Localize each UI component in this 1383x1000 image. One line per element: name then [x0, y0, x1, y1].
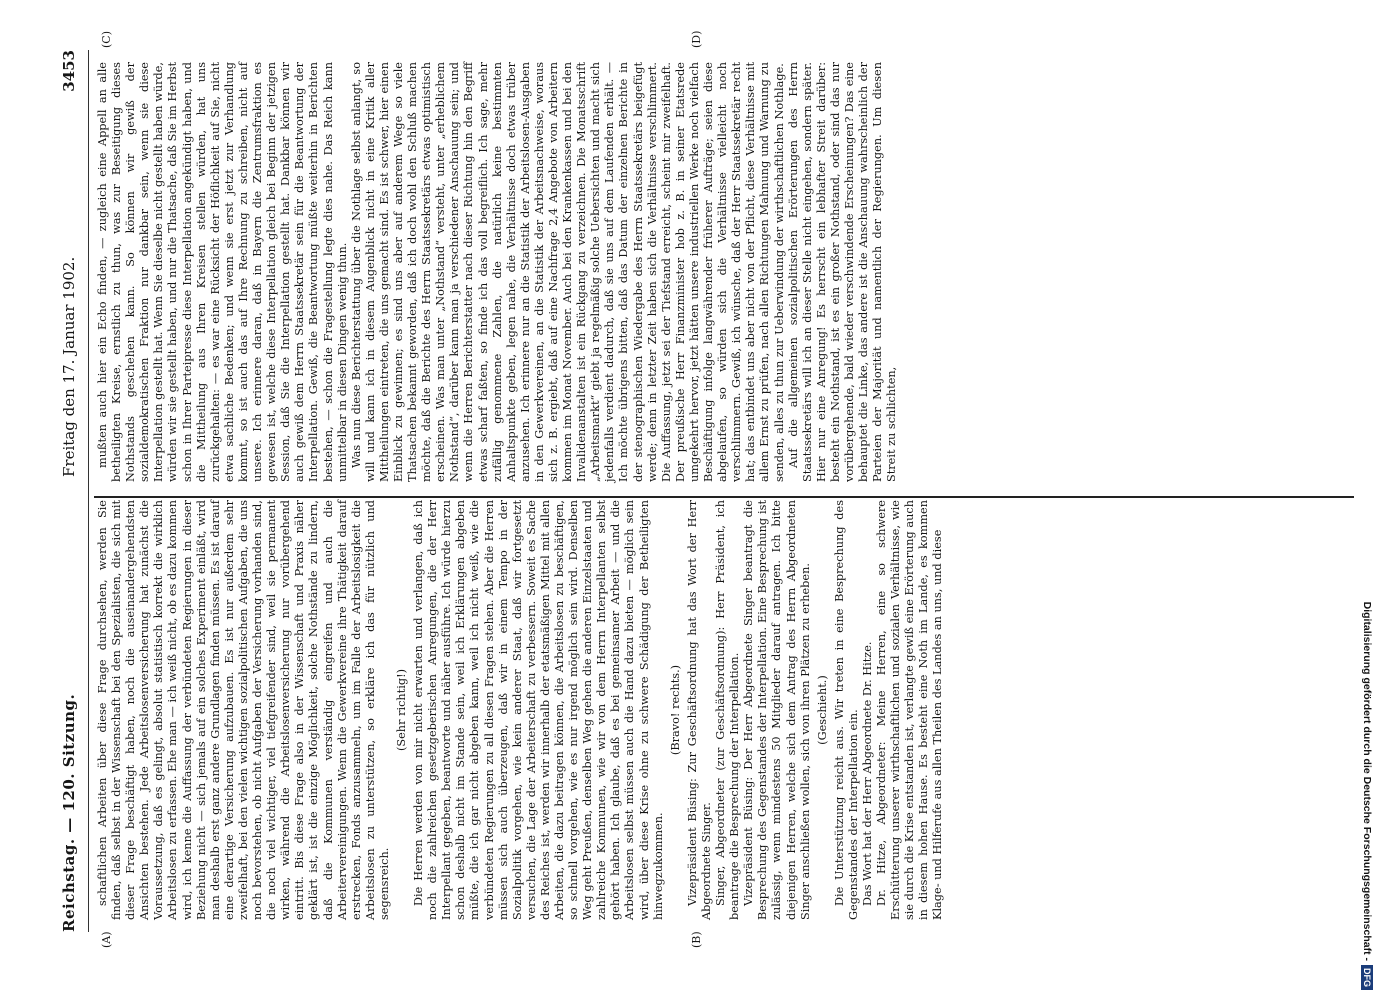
margin-mark-c: (C): [100, 31, 113, 48]
page-header: [60, 50, 84, 932]
dfg-logo: DFG: [1361, 965, 1373, 990]
paragraph: Vizepräsident Büsing: Der Herr Abgeordnete Singer beantragt die Besprechung des Gegenstandes der Interpellation. Eine Besprechung ist zulässig, wenn mindestens 50 Mitglieder darauf antragen. Ich bitte diejenigen Herren, welche sich dem Antrag des Herrn Abgeordneten Singer anschließen wollen, sich von ihren Plätzen zu erheben.: [742, 500, 812, 920]
header-date: Freitag den 17. Januar 1902.: [60, 256, 78, 477]
paragraph: Dr. Hitze, Abgeordneter: Meine Herren, eine so schwere Erschütterung unserer wirthschaftlichen und sozialen Verhältnisse, wie sie durch die Krise entstanden ist, verlangte gewiß eine Erörterung auch in diesem hohen Hause. Es besteht eine Noth im Lande, es kommen Klage- und Hilferufe aus allen Theilen des Landes an uns, und diese: [875, 500, 945, 920]
right-column: [96, 62, 899, 482]
left-column: [96, 500, 946, 920]
paragraph: Vizepräsident Büsing: Zur Geschäftsordnung hat das Wort der Herr Abgeordnete Singer.: [685, 500, 713, 920]
paragraph: Die Unterstützung reicht aus. Wir treten in eine Besprechung des Gegenstandes der Interpellation ein.: [832, 500, 860, 920]
credit-text: Digitalisierung gefördert durch die Deutsche Forschungsgemeinschaft -: [1361, 601, 1373, 961]
paragraph: Die Herren werden von mir nicht erwarten und verlangen, daß ich noch die zahlreichen gesetzgeberischen Anregungen, die der Herr Interpellant gegeben, beantworte und näher ausführe. Ich würde hierzu schon deshalb nicht im Stande sein, weil ich Erklärungen abgeben müßte, die ich gar nicht abgeben kann, weil ich nicht weiß, wie die verbündeten Regierungen zu all diesen Fragen stehen. Aber die Herren müssen sich auch überzeugen, daß wir in einem Tempo in der Sozialpolitik vorgehen, wie kein anderer Staat, daß wir fortgesetzt versuchen, die Lage der Arbeiterschaft zu verbessern. Soweit es Sache des Reiches ist, werden wir innerhalb der etatsmäßigen Mittel mit allen Arbeiten, die dazu beitragen können, die Arbeitslosen zu beschäftigen, so schnell vorgehen, wie es nur irgend möglich sein wird. Denselben Weg geht Preußen, denselben Weg gehen die anderen Einzelstaaten und zahlreiche Kommunen, wie wir von dem Herrn Interpellanten selbst gehört haben. Ich glaube, daß es bei gemeinsamer Arbeit — und die Arbeitslosen selbst müssen auch die Hand dazu bieten — möglich sein wird, über diese Krise ohne zu schwere Schädigung der Betheiligten hinwegzukommen.: [412, 500, 665, 920]
paragraph: Auf die allgemeinen sozialpolitischen Erörterungen des Herrn Staatssekretärs will ich an dieser Stelle nicht eingehen, sondern später. Hier nur eine Anregung! Es herrscht ein lebhafter Streit darüber: besteht ein Nothstand, ist es ein großer Nothstand, oder sind das nur vorübergehende, bald wieder verschwindende Erscheinungen? Das eine behauptet die Linke, das andere ist die Anschauung wahrscheinlich der Parteien der Majorität und namentlich der Regierungen. Um diesen Streit zu schlichten,: [786, 62, 899, 482]
margin-mark-d: (D): [690, 30, 703, 48]
digitization-credit: [1356, 10, 1380, 990]
interjection: (Geschieht.): [815, 675, 829, 745]
paragraph: Singer, Abgeordneter (zur Geschäftsordnung): Herr Präsident, ich beantrage die Besprechung der Interpellation.: [714, 500, 742, 920]
column-divider: [94, 496, 1354, 498]
header-left: Reichstag. — 120. Sitzung.: [60, 693, 78, 932]
paragraph: mußten auch hier ein Echo finden, — zugleich eine Appell an alle betheiligten Kreise, ernstlich zu thun, was zur Beseitigung dieses Nothstands geschehen kann. So können wir gewiß der sozialdemokratischen Fraktion nur dankbar sein, wenn sie diese Interpellation gestellt hat. Wenn Sie dieselbe nicht gestellt haben würde, würden wir sie gestellt haben, und nur die Thatsache, daß Sie im Herbst schon in Ihrer Parteipresse diese Interpellation angekündigt haben, und die Mittheilung aus Ihren Kreisen stellen würden, hat uns zurückgehalten: — es war eine Rücksicht der Höflichkeit auf Sie, nicht etwa sachliche Bedenken; und wenn sie erst jetzt zur Verhandlung kommt, so ist auch das auf Ihre Rechnung zu schreiben, nicht auf unsere. Ich erinnere daran, daß in Bayern die Zentrumsfraktion es gewesen ist, welche diese Interpellation gleich bei Beginn der jetzigen Session, daß Sie die Interpellation gestellt hat. Dankbar können wir auch gewiß dem Herrn Staatssekretär sein für die Beantwortung der Interpellation. Gewiß, die Beantwortung müßte weiterhin in Berichten bestehen, — schon die Fragestellung legte dies nahe. Das Reich kann unmittelbar in diesen Dingen wenig thun.: [96, 62, 349, 482]
margin-mark-b: (B): [690, 931, 703, 948]
paragraph: Das Wort hat der Herr Abgeordnete Dr. Hitze.: [860, 641, 874, 906]
paragraph: schaftlichen Arbeiten über diese Frage durchsehen, werden Sie finden, daß selbst in der Wissenschaft bei den Spezialisten, die sich mit dieser Frage beschäftigt haben, noch die auseinandergehendsten Ansichten bestehen. Jede Arbeitslosenversicherung hat zunächst die Voraussetzung, daß es gelingt, absolut statistisch korrekt die wirklich Arbeitslosen zu erfassen. Ehe man — ich weiß nicht, ob es dazu kommen wird, ich kenne die Auffassung der verbündeten Regierungen in dieser Beziehung nicht — sich jemals auf ein solches Experiment einläßt, wird man deshalb erst ganz andere Grundlagen finden müssen. Es ist darauf eine derartige Versicherung aufzubauen. Es ist nur außerdem sehr zweifelhaft, bei den vielen wichtigen sozialpolitischen Aufgaben, die uns noch bevorstehen, ob nicht Aufgaben der Versicherung vorhanden sind, die noch viel wichtiger, viel tiefgreifender sind, weil sie permanent wirken, während die Arbeitslosenversicherung nur vorübergehend eintritt. Bis diese Frage also in der Wissenschaft und Praxis näher geklärt ist, ist die einzige Möglichkeit, solche Nothstände zu lindern, daß die Kommunen verständig eingreifen und auch die Arbeitervereinigungen. Wenn die Gewerkvereine ihre Thätigkeit darauf erstrecken, Fonds anzusammeln, um im Falle der Arbeitslosigkeit die Arbeitslosen zu unterstützen, so erkläre ich das für nützlich und segensreich.: [96, 500, 391, 920]
margin-mark-a: (A): [100, 931, 113, 948]
page-number: 3453: [60, 50, 78, 92]
interjection: (Sehr richtig!): [394, 668, 408, 752]
interjection: (Bravo! rechts.): [668, 664, 682, 756]
header-rule: [88, 50, 89, 932]
paragraph: Was nun diese Berichterstattung über die Nothlage selbst anlangt, so will und kann ich in diesem Augenblick nicht in eine Kritik aller Mittheilungen eintreten, die uns gemacht sind. Es ist schwer, hier einen Einblick zu gewinnen; es sind uns aber auf anderem Wege so viele Thatsachen bekannt geworden, daß ich doch wohl den Schluß machen möchte, daß die Berichte des Herrn Staatssekretärs etwas optimistisch erscheinen. Was man unter „Nothstand“ versteht, unter „erheblichem Nothstand“, darüber kann man ja verschiedener Anschauung sein; und wenn die Herren Berichterstatter nach dieser Richtung hin den Begriff etwas scharf faßten, so finde ich das voll begreiflich. Ich sage, mehr zufällig genommene Zahlen, die natürlich keine bestimmten Anhaltspunkte geben, legen nahe, die Verhältnisse doch etwas trüber anzusehen. Ich erinnere nur an die Statistik der Arbeitslosen-Ausgaben in den Gewerkvereinen, an die Statistik der Arbeitsnachweise, woraus sich z. B. ergiebt, daß auf eine Nachfrage 2,4 Angebote von Arbeitern kommen im Monat November. Auch bei den Krankenkassen und bei den Invalidenanstalten ist ein Rückgang zu verzeichnen. Die Monatsschrift „Arbeitsmarkt“ giebt ja regelmäßig solche Uebersichten und macht sich jedenfalls verdient dadurch, daß sie uns auf dem Laufenden erhält. — Ich möchte übrigens bitten, daß das Datum der einzelnen Berichte in der stenographischen Wiedergabe des Herrn Staatssekretärs beigefügt werde; denn in letzter Zeit haben sich die Verhältnisse verschlimmert. Die Auffassung, jetzt sei der Tiefstand erreicht, scheint mir zweifelhaft. Der preußische Herr Finanzminister hob z. B. in seiner Etatsrede umgekehrt hervor, jetzt hätten unsere industriellen Werke noch vielfach Beschäftigung infolge langwährender früherer Aufträge; seien diese abgelaufen, so würden sich die Verhältnisse vielleicht noch verschlimmern. Gewiß, ich wünsche, daß der Herr Staatssekretär recht hat; das entbindet uns aber nicht von der Pflicht, diese Verhältnisse mit allem Ernst zu prüfen, nach allen Richtungen Mahnung und Warnung zu senden, alles zu thun zur Ueberwindung der wirthschaftlichen Nothlage.: [349, 62, 786, 482]
